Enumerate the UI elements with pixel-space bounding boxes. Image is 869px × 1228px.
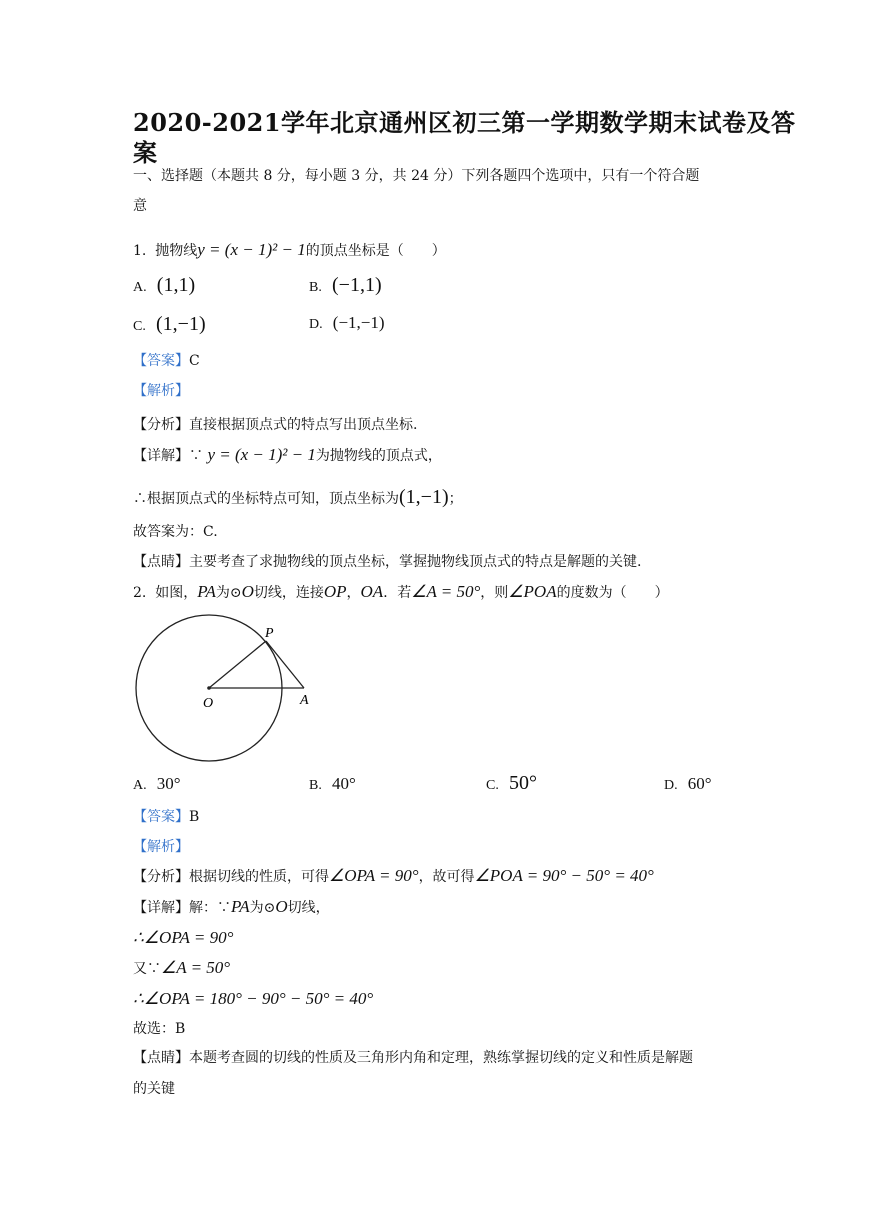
q2-fenxi-tag: 【分析】 — [133, 869, 189, 885]
q2-fenxi-eq1: ∠OPA = 90° — [329, 866, 419, 885]
document-title-line1: 2020-2021学年北京通州区初三第一学期数学期末试卷及答 — [133, 108, 796, 137]
q2-dianjing — [133, 1049, 693, 1067]
document-title-line2: 案 — [133, 138, 158, 167]
q1-equation: y = (x − 1)² − 1 — [197, 240, 306, 259]
q2-xiangjie-tag: 【详解】 — [133, 900, 189, 916]
q2-stem-g: 的度数为（ ） — [556, 585, 669, 601]
q2-dianjing-line1: 本题考查圆的切线的性质及三角形内角和定理，熟练掌握切线的定义和性质是解题 — [189, 1050, 693, 1066]
q1-option-c — [133, 313, 206, 336]
section-heading-line1: 一、选择题（本题共 8 分，每小题 3 分，共 24 分）下列各题四个选项中，只有一个符合题 — [133, 168, 700, 184]
q2-stem-eq1: ∠A = 50° — [411, 582, 481, 601]
q2-stem-oa: OA — [360, 582, 384, 601]
q1-option-b-value: (−1,1) — [332, 274, 382, 296]
q2-xiangjie-a: 解：∵ — [189, 900, 231, 916]
q1-option-a — [133, 274, 195, 297]
q1-option-c-label: C. — [133, 319, 146, 334]
q2-xiangjie-pa: PA — [231, 897, 250, 916]
label-o: O — [203, 696, 214, 711]
q2-fenxi — [133, 867, 654, 886]
q1-xiangjie-pre: ∵ — [189, 448, 203, 464]
q2-option-c-label: C. — [486, 778, 499, 793]
q2-answer — [133, 808, 199, 826]
q1-option-c-value: (1,−1) — [156, 313, 206, 335]
q2-dianjing-line2: 的关键 — [133, 1081, 175, 1097]
segment-op — [209, 641, 266, 688]
q1-answer-tag: 【答案】 — [133, 353, 189, 369]
q1-answer-value: C — [189, 353, 200, 369]
q2-xiangjie — [133, 898, 330, 917]
q1-dianjing-text: 主要考查了求抛物线的顶点坐标，掌握抛物线顶点式的特点是解题的关键. — [189, 554, 642, 570]
q2-option-a-label: A. — [133, 778, 147, 793]
q2-step2 — [133, 959, 230, 978]
q2-stem-d: ， — [346, 585, 361, 601]
q1-option-b — [309, 274, 382, 297]
q2-option-d — [664, 774, 712, 794]
segment-pa — [266, 641, 304, 688]
q2-option-a — [133, 774, 181, 794]
q2-analysis-tag: 【解析】 — [133, 839, 189, 855]
q2-answer-tag: 【答案】 — [133, 809, 189, 825]
q2-figure — [128, 614, 328, 774]
q2-answer-value: B — [189, 809, 200, 825]
q1-stem-post: 的顶点坐标是（ ） — [305, 243, 446, 259]
q2-fenxi-a: 根据切线的性质，可得 — [189, 869, 329, 885]
q1-option-a-label: A. — [133, 280, 147, 295]
q1-xiangjie-post: 为抛物线的顶点式， — [315, 448, 442, 464]
q2-fenxi-eq2: ∠POA = 90° − 50° = 40° — [474, 866, 654, 885]
q2-stem-c: 切线，连接 — [253, 585, 324, 601]
q2-option-d-label: D. — [664, 778, 678, 793]
q1-option-d-label: D. — [309, 317, 323, 332]
q1-answer — [133, 352, 200, 370]
q2-stem-f: ，则 — [480, 585, 509, 601]
q2-fenxi-b: ，故可得 — [418, 869, 475, 885]
q2-stem — [133, 583, 669, 602]
q2-step1: ∴∠OPA = 90° — [133, 928, 234, 947]
q1-option-a-value: (1,1) — [156, 274, 196, 296]
q1-therefore-equation: (1,−1) — [399, 486, 449, 508]
q2-option-d-value: 60° — [687, 774, 712, 793]
section-heading-line2: 意 — [133, 198, 147, 214]
q1-therefore-pre: ∴根据顶点式的坐标特点可知，顶点坐标为 — [133, 491, 399, 507]
q1-fenxi-tag: 【分析】 — [133, 417, 189, 433]
q2-step3: ∴∠OPA = 180° − 90° − 50° = 40° — [133, 989, 374, 1008]
q1-option-b-label: B. — [309, 280, 322, 295]
q1-xiangjie — [133, 446, 442, 465]
q2-option-b-value: 40° — [332, 774, 356, 793]
q2-option-a-value: 30° — [156, 774, 181, 793]
q2-xiangjie-c: 切线， — [287, 900, 330, 916]
q2-step2-pre: 又∵ — [133, 961, 161, 977]
q2-number: 2. — [133, 585, 147, 601]
q1-therefore — [133, 488, 463, 508]
q1-stem-pre: 抛物线 — [155, 243, 198, 259]
q1-xiangjie-equation: y = (x − 1)² − 1 — [207, 445, 316, 464]
q1-number: 1. — [133, 243, 147, 259]
q1-option-d — [309, 313, 385, 333]
q1-stem — [133, 241, 446, 260]
q2-stem-eq2: ∠POA — [508, 582, 557, 601]
q2-step2-eq: ∠A = 50° — [161, 958, 231, 977]
q1-final: 故答案为：C. — [133, 524, 218, 540]
q1-option-d-value: (−1,−1) — [332, 313, 385, 332]
q2-xiangjie-b: 为⊙ — [249, 900, 276, 916]
q2-option-b-label: B. — [309, 778, 322, 793]
q1-fenxi — [133, 416, 417, 434]
q1-dianjing — [133, 553, 641, 571]
label-a: A — [300, 693, 309, 708]
q2-dianjing-tag: 【点睛】 — [133, 1050, 189, 1066]
q1-analysis-tag: 【解析】 — [133, 383, 189, 399]
q2-option-b — [309, 774, 356, 794]
q2-stem-a: 如图， — [155, 585, 198, 601]
q2-stem-pa: PA — [197, 582, 216, 601]
q2-stem-op: OP — [323, 582, 347, 601]
q1-therefore-post: ； — [448, 491, 463, 507]
q1-xiangjie-tag: 【详解】 — [133, 448, 189, 464]
q2-final: 故选：B — [133, 1021, 186, 1037]
q2-stem-b: 为⊙ — [215, 585, 242, 601]
q1-fenxi-text: 直接根据顶点式的特点写出顶点坐标. — [189, 417, 418, 433]
q1-dianjing-tag: 【点睛】 — [133, 554, 189, 570]
q2-option-c-value: 50° — [509, 772, 538, 794]
center-point — [207, 686, 211, 690]
q2-stem-e: ．若 — [383, 585, 412, 601]
q2-xiangjie-o: O — [275, 897, 288, 916]
label-p: P — [265, 626, 274, 641]
q2-option-c — [486, 772, 537, 795]
q2-stem-o: O — [241, 582, 254, 601]
